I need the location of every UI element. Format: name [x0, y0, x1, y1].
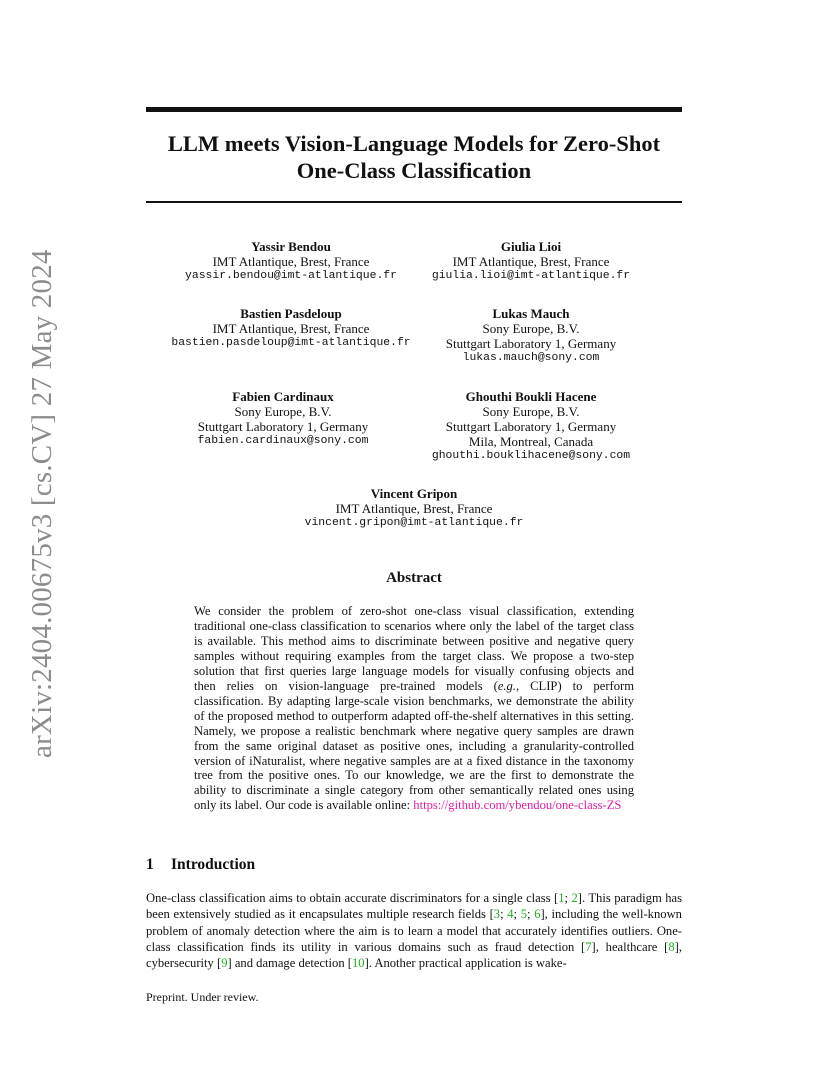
author-name: Lukas Mauch [492, 306, 570, 321]
author-affiliation: Sony Europe, B.V. [482, 404, 580, 419]
citation-link[interactable]: 7 [585, 939, 592, 954]
author-name: Giulia Lioi [500, 239, 562, 254]
author-affiliation: Sony Europe, B.V. [234, 404, 332, 419]
citation-link[interactable]: 5 [520, 907, 528, 922]
arxiv-stamp: arXiv:2404.00675v3 [cs.CV] 27 May 2024 [26, 249, 58, 758]
author-block [415, 389, 647, 464]
author-affiliation: Sony Europe, B.V. [482, 321, 580, 336]
author-name: Vincent Gripon [370, 486, 458, 501]
citation-link[interactable]: 6 [534, 907, 541, 922]
title-line-2: One-Class Classification [296, 158, 532, 183]
citation-link[interactable]: 2 [571, 891, 578, 905]
code-link[interactable]: https://github.com/ybendou/one-class-ZS [413, 798, 622, 813]
citation-link[interactable]: 10 [351, 956, 365, 971]
author-affiliation: Stuttgart Laboratory 1, Germany [445, 336, 617, 351]
citation-link[interactable]: 9 [221, 956, 228, 971]
author-affiliation: IMT Atlantique, Brest, France [212, 321, 370, 336]
author-email: vincent.gripon@imt-atlantique.fr [304, 517, 524, 529]
author-block [167, 389, 399, 449]
author-affiliation: Stuttgart Laboratory 1, Germany [197, 419, 369, 434]
author-affiliation: IMT Atlantique, Brest, France [335, 501, 493, 516]
paper-title [146, 130, 682, 184]
intro-text: ; [564, 891, 572, 905]
author-email: ghouthi.bouklihacene@sony.com [431, 450, 631, 462]
abstract-eg: e.g. [497, 678, 516, 693]
author-affiliation: Mila, Montreal, Canada [468, 434, 594, 449]
title-line-1: LLM meets Vision-Language Models for Zero-Shot [167, 131, 661, 156]
author-block [150, 306, 432, 351]
author-affiliation: IMT Atlantique, Brest, France [212, 254, 370, 269]
author-affiliation: IMT Atlantique, Brest, France [452, 254, 610, 269]
citation-link[interactable]: 1 [558, 891, 565, 905]
author-block [264, 486, 564, 531]
abstract-text: , CLIP) to perform classification. By adapting large-scale vision benchmarks, we demonstrate the ability of the proposed method to outperform adapted off-the-shelf alternatives in this setting. Namely, we propose a realistic benchmark where negative query samples are drawn from the same original dataset as positive ones, including a granularity-controlled version of iNaturalist, where negative samples are at a fixed distance in the taxonomy tree from the positive ones. To our knowledge, we are the first to demonstrate the ability to discriminate a single category from other semantically related ones using only its label. Our code is available online: [194, 678, 634, 813]
author-name: Ghouthi Boukli Hacene [465, 389, 597, 404]
author-email: fabien.cardinaux@sony.com [197, 435, 369, 447]
citation-link[interactable]: 3 [493, 907, 501, 922]
abstract-body [194, 604, 634, 813]
intro-text: ] and damage detection [ [227, 956, 352, 971]
intro-text: ], including the well-known problem of anomaly detection where the aim is to learn a model that accurately identifies outliers. One-class classification finds its utility in various domains such as fraud detection [ [146, 907, 682, 954]
intro-text: ; [527, 907, 535, 922]
author-block [420, 239, 642, 284]
author-email: bastien.pasdeloup@imt-atlantique.fr [171, 337, 411, 349]
author-email: giulia.lioi@imt-atlantique.fr [431, 270, 631, 282]
citation-link[interactable]: 8 [668, 939, 675, 954]
intro-paragraph [146, 890, 682, 971]
author-block [150, 239, 432, 284]
intro-text: ; [500, 907, 508, 922]
author-name: Fabien Cardinaux [232, 389, 334, 404]
citation-link[interactable]: 4 [507, 907, 514, 922]
author-email: yassir.bendou@imt-atlantique.fr [185, 270, 397, 282]
intro-text: One-class classification aims to obtain accurate discriminators for a single class [ [146, 891, 559, 905]
title-bottom-rule [146, 201, 682, 203]
intro-text: ]. Another practical application is wake- [364, 956, 567, 971]
author-block [425, 306, 637, 366]
author-affiliation: Stuttgart Laboratory 1, Germany [445, 419, 617, 434]
author-name: Bastien Pasdeloup [240, 306, 342, 321]
footer-note: Preprint. Under review. [146, 990, 259, 1004]
intro-text: ]. This paradigm has been extensively studied as it encapsulates multiple research fields [ [146, 891, 683, 922]
intro-text: ], cybersecurity [ [146, 939, 682, 971]
abstract-text: We consider the problem of zero-shot one-class visual classification, extending traditional one-class classification to scenarios where only the label of the target class is available. This method aims to discriminate between positive and negative query samples without requiring examples from the target class. We propose a two-step solution that first queries large language models for visually confusing objects and then relies on vision-language pre-trained models ( [194, 604, 634, 693]
intro-text: ; [513, 907, 521, 922]
intro-text: ], healthcare [ [591, 939, 669, 954]
section-title: Introduction [171, 856, 256, 873]
author-email: lukas.mauch@sony.com [462, 352, 600, 364]
section-number: 1 [146, 856, 154, 873]
section-heading [146, 856, 255, 874]
author-name: Yassir Bendou [251, 239, 331, 254]
title-top-rule [146, 107, 682, 112]
abstract-heading: Abstract [386, 570, 442, 586]
